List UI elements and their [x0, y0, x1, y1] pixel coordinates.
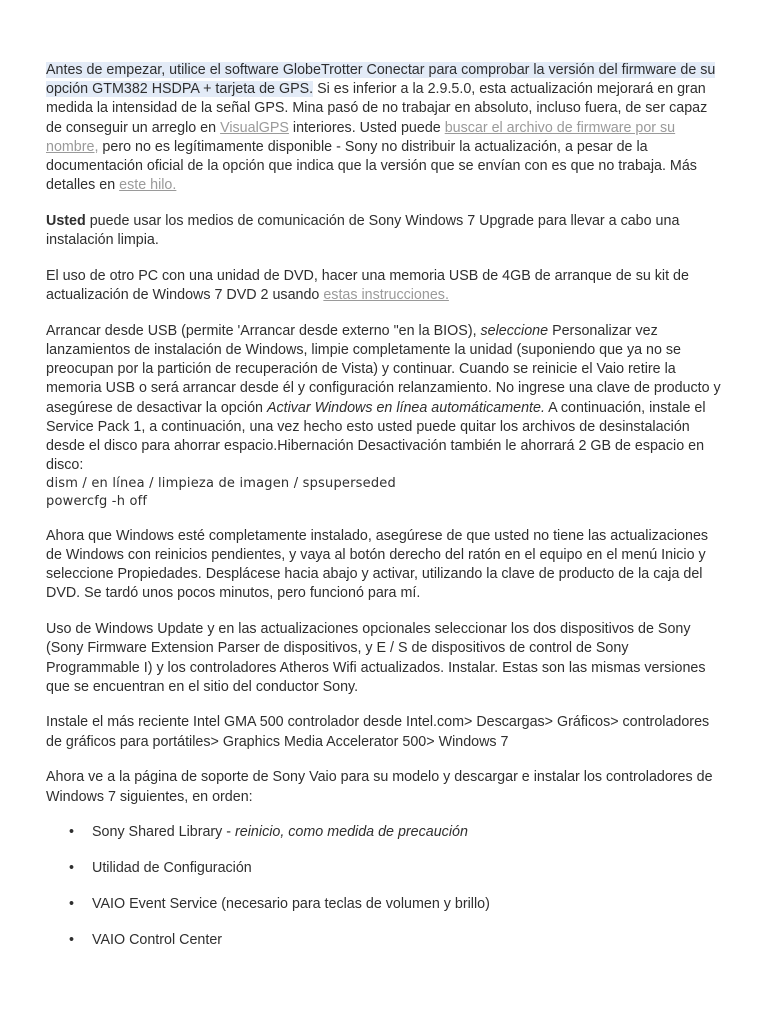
thread-link[interactable]: este hilo. — [119, 177, 177, 194]
command-powercfg: powercfg -h off — [46, 493, 148, 509]
list-item-text: VAIO Control Center — [92, 932, 223, 949]
paragraph-text: Arrancar desde USB (permite 'Arrancar desde externo "en la BIOS), — [46, 322, 481, 339]
italic-text: seleccione — [480, 322, 549, 339]
paragraph-text: Si es inferior a la 2.9.5.0, esta actualización mejorará en gran medida la intensidad de la señal GPS. Mina pasó de no trabajar en absoluto, incluso fuera, de ser capaz de conseguir un arreglo en — [46, 81, 708, 136]
instructions-link[interactable]: estas instrucciones. — [323, 287, 449, 304]
italic-text: Activar Windows en línea automáticamente. — [266, 399, 545, 416]
paragraph-usb-creation — [46, 267, 726, 305]
bullet-icon: • — [69, 896, 75, 913]
paragraph-text: El uso de otro PC con una unidad de DVD, hacer una memoria USB de 4GB de arranque de su kit de actualización de Windows 7 DVD 2 usando — [46, 267, 689, 304]
list-item-text: Utilidad de Configuración — [92, 860, 252, 877]
highlighted-sentence: Antes de empezar, utilice el software GlobeTrotter Conectar para comprobar la versión del firmware de su opción GTM382 HSDPA + tarjeta de GPS. — [46, 62, 716, 98]
bullet-icon: • — [69, 824, 75, 841]
bullet-icon: • — [69, 932, 75, 949]
bullet-icon: • — [69, 860, 75, 877]
paragraph-text: pero no es legítimamente disponible - Sony no distribuir la actualización, a pesar de la documentación oficial de la opción que indica que la versión que se envían con es que no trabaja. Más detalles en — [46, 138, 697, 194]
article-body — [46, 61, 726, 967]
paragraph-text: interiores. Usted puede — [288, 119, 445, 136]
paragraph-sony-support: Ahora ve a la página de soporte de Sony Vaio para su modelo y descargar e instalar los controladores de Windows 7 siguientes, en orden: — [46, 769, 713, 805]
visualgps-link[interactable]: VisualGPS — [220, 119, 289, 136]
paragraph-text: puede usar los medios de comunicación de Sony Windows 7 Upgrade para llevar a cabo una instalación limpia. — [46, 212, 680, 249]
paragraph-activation: Ahora que Windows esté completamente instalado, asegúrese de que usted no tiene las actualizaciones de Windows con reinicios pendientes, y vaya al botón derecho del ratón en el equipo en el menú Inicio y seleccione Propiedades. Desplácese hacia abajo y activar, utilizando la clave de producto de la caja del DVD. Se tardó unos pocos minutos, pero funcionó para mí. — [46, 527, 709, 602]
paragraph-intel-driver: Instale el más reciente Intel GMA 500 controlador desde Intel.com> Descargas> Gráficos> controladores de gráficos para portátiles> Graphics Media Accelerator 500> Windows 7 — [46, 714, 710, 750]
bold-text: Usted — [46, 212, 86, 229]
paragraph-firmware — [46, 61, 726, 195]
list-item — [46, 931, 726, 950]
driver-list — [46, 823, 726, 950]
list-item — [46, 895, 726, 914]
paragraph-windows-update: Uso de Windows Update y en las actualizaciones opcionales seleccionar los dos dispositivos de Sony (Sony Firmware Extension Parser de dispositivos, y E / S de dispositivos de control de Sony Programmable I) y los controladores Atheros Wifi actualizados. Instalar. Estas son las mismas versiones que se encuentran en el sitio del conductor Sony. — [46, 621, 706, 695]
list-item — [46, 859, 726, 878]
firmware-search-link[interactable]: buscar el archivo de firmware por su nombre, — [46, 119, 676, 155]
paragraph-boot-usb — [46, 322, 726, 511]
list-item-text: VAIO Event Service (necesario para teclas de volumen y brillo) — [92, 896, 490, 913]
list-item-note: reinicio, como medida de precaución — [235, 824, 468, 841]
paragraph-text: A continuación, instale el Service Pack 1, a continuación, una vez hecho esto usted puede quitar los archivos de desinstalación desde el disco para ahorrar espacio.Hibernación Desactivación también le ahorrará 2 GB de espacio en disco: — [46, 399, 706, 474]
list-item-text: Sony Shared Library - — [92, 824, 236, 841]
list-item — [46, 823, 726, 842]
command-dism: dism / en línea / limpieza de imagen / spsuperseded — [46, 476, 396, 492]
paragraph-upgrade-media — [46, 212, 726, 250]
paragraph-text: Personalizar vez lanzamientos de instalación de Windows, limpie completamente la unidad (suponiendo que ya no se preocupan por la partición de recuperación de Vista) y continuar. Cuando se reinicie el Vaio retire la memoria USB o será arrancar desde él y configuración relanzamiento. No ingrese una clave de producto y asegúrese de desactivar la opción — [46, 322, 721, 416]
